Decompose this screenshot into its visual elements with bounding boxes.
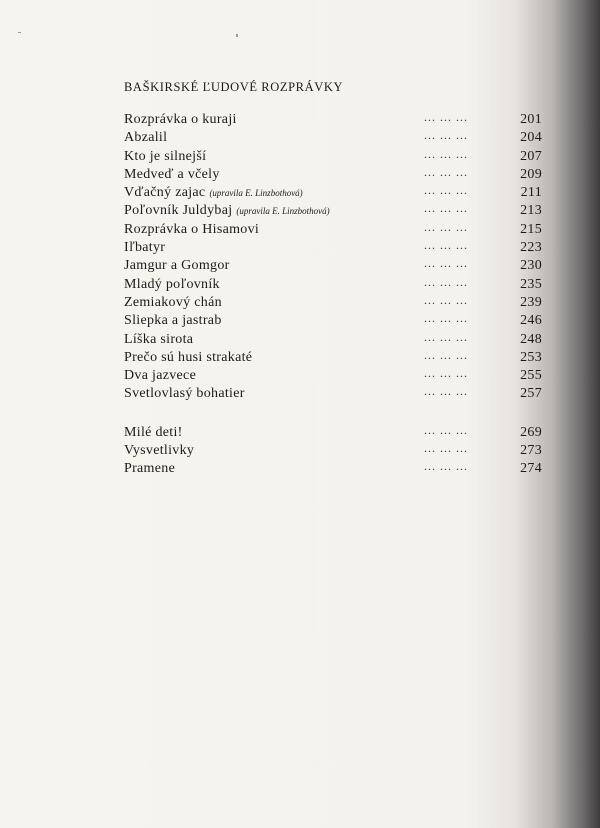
table-of-contents [124, 111, 542, 479]
dot-leader: ... ... ... [424, 219, 468, 234]
dot-leader: ... ... ... [424, 110, 468, 124]
toc-row [124, 148, 542, 166]
toc-entry-title: Zemiakový chán [124, 294, 222, 310]
toc-page-number: 213 [520, 203, 542, 219]
toc-entry-title: Sliepka a jastrab [124, 313, 222, 329]
toc-page-number: 215 [520, 221, 542, 237]
toc-row [124, 166, 542, 184]
dot-leader: ... ... ... [424, 329, 468, 344]
toc-page-number: 273 [520, 443, 542, 459]
dot-leader: ... ... ... [424, 146, 468, 161]
toc-page-number: 209 [520, 166, 542, 182]
toc-page-number: 248 [520, 331, 542, 347]
toc-row [124, 367, 542, 385]
toc-page-number: 253 [520, 349, 542, 365]
dot-leader: ... ... ... [424, 441, 468, 456]
toc-page-number: 235 [520, 276, 542, 292]
toc-page-number: 223 [520, 240, 542, 256]
toc-page-number: 239 [520, 294, 542, 310]
toc-entry-title: Vďačný zajac (upravila E. Linzbothová) [124, 185, 303, 201]
toc-entry-title: Rozprávka o Hisamovi [124, 221, 260, 237]
toc-entry-note: (upravila E. Linzbothová) [236, 206, 330, 217]
toc-row-appendix [124, 442, 542, 460]
paper-speck [236, 34, 238, 37]
toc-entry-title: Mladý poľovník [124, 276, 220, 292]
dot-leader: ... ... ... [424, 422, 468, 437]
toc-page-number: 269 [520, 424, 542, 440]
dot-leader: ... ... ... [424, 183, 468, 198]
dot-leader: ... ... ... [424, 292, 468, 307]
toc-row [124, 312, 542, 330]
toc-entry-title: Rozprávka o kuraji [124, 112, 237, 127]
toc-entry-title: Kto je silnejší [124, 148, 207, 164]
toc-entry-note: (upravila E. Linzbothová) [209, 188, 303, 199]
dot-leader: ... ... ... [424, 459, 468, 474]
dot-leader: ... ... ... [424, 256, 468, 271]
toc-page-number: 274 [520, 461, 542, 477]
toc-row [124, 202, 542, 220]
dot-leader: ... ... ... [424, 238, 468, 253]
toc-page-number: 246 [520, 313, 542, 329]
toc-page-number: 257 [520, 386, 542, 402]
toc-page-number: 230 [520, 258, 542, 274]
toc-page-number: 255 [520, 368, 542, 384]
dot-leader: ... ... ... [424, 311, 468, 326]
toc-row [124, 221, 542, 239]
dot-leader: ... ... ... [424, 366, 468, 381]
dot-leader: ... ... ... [424, 201, 468, 216]
toc-row-appendix [124, 460, 542, 478]
toc-row-appendix [124, 424, 542, 442]
toc-entry-title: Milé deti! [124, 424, 183, 440]
toc-entry-title: Poľovník Juldybaj (upravila E. Linzbothová) [124, 203, 330, 219]
toc-row [124, 129, 542, 147]
toc-row [124, 385, 542, 403]
toc-row [124, 349, 542, 367]
toc-row [124, 331, 542, 349]
dot-leader: ... ... ... [424, 274, 468, 289]
toc-entry-title: Abzalil [124, 130, 168, 146]
toc-row [124, 239, 542, 257]
toc-entry-title: Jamgur a Gomgor [124, 258, 230, 274]
toc-entry-title: Iľbatyr [124, 240, 166, 256]
toc-entry-title: Vysvetlivky [124, 443, 195, 459]
toc-page-number: 207 [520, 148, 542, 164]
toc-row [124, 276, 542, 294]
toc-row [124, 294, 542, 312]
toc-entry-title: Svetlovlasý bohatier [124, 386, 245, 402]
toc-entry-title: Dva jazvece [124, 368, 197, 384]
toc-entry-title: Medveď a včely [124, 166, 220, 182]
paper-speck [18, 32, 21, 33]
section-title: BAŠKIRSKÉ ĽUDOVÉ ROZPRÁVKY [124, 80, 344, 94]
toc-page-number: 211 [520, 185, 542, 201]
dot-leader: ... ... ... [424, 347, 468, 362]
dot-leader: ... ... ... [424, 384, 468, 399]
toc-row [124, 184, 542, 202]
toc-row [124, 111, 542, 129]
toc-page-number: 204 [520, 130, 542, 146]
toc-entry-title: Pramene [124, 461, 176, 477]
toc-entry-title: Líška sirota [124, 331, 194, 347]
dot-leader: ... ... ... [424, 164, 468, 179]
toc-page-number: 201 [520, 112, 542, 127]
toc-row [124, 257, 542, 275]
dot-leader: ... ... ... [424, 128, 468, 143]
toc-entry-title: Prečo sú husi strakaté [124, 349, 253, 365]
